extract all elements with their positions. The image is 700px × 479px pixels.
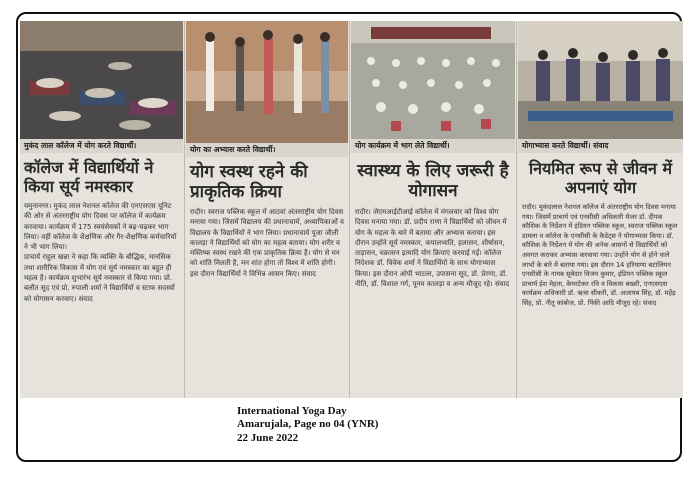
- article-1-caption: मुकंद लाल कॉलेज में योग करते विद्यार्थी।: [20, 139, 183, 153]
- column-divider: [349, 21, 350, 398]
- article-3-photo: [351, 21, 515, 139]
- article-4-para-1: रादौर। मुकंदलाल नेशनल कॉलेज में अंतरराष्ट्रीय योग दिवस मनाया गया। जिसमें प्राचार्य एवं एनसीसी अधिकारी मेजर डॉ. दीपक कौशिक के निर्देशन में इंडियन पब्लिक स्कूल, स्वराज पब्लिक स्कूल डामला व कॉलेज के एनसीसी के कैडेट्स ने योगाभ्यास किया। डॉ. कौशिक के निर्देशन में योग की अनेक आसनों से विद्यार्थियों को अवगत कराकर अभ्यास करवाया गया। उन्होंने योग से होने वाले लाभों के बारे में बताया गया। इस दौरान 14 हरियाणा बटालियन एनसीसी के नायब सूबेदार विजय कुमार, इंडियन पब्लिक स्कूल प्राचार्य ईश मेहता, केयरटेकर रवि व विकास बख्शी, एनएसएस कार्यक्रम अधिकारी डॉ. ऋचा सीकरी, डॉ. अजायब सिंह, डॉ. महेंद्र सिंह, प्रो. नीतू कांबोज, प्रो. पिंकी आदि मौजूद रहे। संवाद: [522, 203, 678, 307]
- article-4-photo: [518, 21, 683, 139]
- article-2-headline: योग स्वस्थ रहने की प्राकृतिक क्रिया: [190, 162, 308, 203]
- article-4-headline: नियमित रूप से जीवन में अपनाएं योग: [528, 159, 673, 198]
- article-4-caption: योगाभ्यास करते विद्यार्थी। संवाद: [518, 139, 683, 153]
- article-4: [518, 21, 683, 398]
- article-3-caption: योग कार्यक्रम में भाग लेते विद्यार्थी।: [351, 139, 515, 153]
- column-divider: [516, 21, 517, 398]
- source-credit: [237, 405, 378, 445]
- article-3-para-1: रादौर। जेएमआईटीआई कॉलेज में मंगलवार को विश्व योग दिवस मनाया गया। डॉ. प्रदीप राणा ने विद्यार्थियों को जीवन में योग के महत्व के बारे में बताया और अभ्यास कराया। इस दौरान उन्होंने सूर्य नमस्कार, कपालभाति, हलासन, शीर्षासन, ताड़ासन, चक्रासन इत्यादि योग क्रियाएं करवाई गईं। कॉलेज निदेशक डॉ. विवेक शर्मा ने विद्यार्थियों के साथ योगाभ्यास किया। इस दौरान ओपी भाटला, उपासना सूद, डॉ. प्रेरणा, डॉ. नीति, डॉ. विशाल गर्ग, पूनम कालड़ा व अन्य मौजूद रहे। संवाद: [355, 208, 510, 289]
- article-3: [351, 21, 515, 398]
- article-2-caption: योग का अभ्यास करते विद्यार्थी।: [186, 143, 348, 157]
- article-1-para-2: प्राचार्य राहुल खन्ना ने कहा कि व्यक्ति के बौद्धिक, मानसिक तथा शारीरिक विकास में योग एवं सूर्य नमस्कार का बहुत ही महत्व है। कार्यक्रम शुभारंभ सूर्य नमस्कार से किया गया। प्रो. बलौत सूद एवं प्रो. रुपाली शर्मा ने विद्यार्थियों व स्टाफ सदस्यों को योगासन करवाए। संवाद: [24, 253, 175, 303]
- article-2: [186, 21, 348, 398]
- article-1-para-1: यमुनानगर। मुकंद लाल नेशनल कॉलेज की एनएसएस यूनिट की ओर से अंतरराष्ट्रीय योग दिवस पर कॉलेज में कार्यक्रम करवाया। कार्यक्रम में 175 स्वयंसेवकों ने बढ़-चढ़कर भाग लिया। वहीं कॉलेज के शैक्षणिक और गैर-शैक्षणिक कर्मचारियों ने भी भाग लिया।: [24, 202, 177, 252]
- article-1-body: [24, 201, 179, 304]
- credit-date: 22 June 2022: [237, 431, 299, 444]
- article-1-headline: कॉलेज में विद्यार्थियों ने किया सूर्य नमस्कार: [24, 158, 154, 197]
- article-2-photo: [186, 21, 348, 143]
- article-1: [20, 21, 183, 398]
- article-4-body: [522, 203, 679, 309]
- article-3-headline: स्वास्थ्य के लिए जरूरी है योगासन: [357, 161, 509, 202]
- credit-publication: Amarujala, Page no 04 (YNR): [237, 418, 379, 431]
- article-2-para-1: रादौर। स्वराज पब्लिक स्कूल में आठवां अंतरराष्ट्रीय योग दिवस मनाया गया। जिसमें विद्यालय की प्रधानाचार्य, अध्यापिकाओं व विद्यालय के विद्यार्थियों ने भाग लिया। प्रधानाचार्य पूजा जौली कालड़ा ने विद्यार्थियों को योग का महत्व बताया। योग शरीर व मस्तिष्क स्वस्थ रखने की एक प्राकृतिक क्रिया है। योग से मन को शांति मिलती है, मन शांत होगा तो विश्व में शांति होगी। इस दौरान विद्यार्थियों ने विभिन्न आसन किए। संवाद: [190, 208, 344, 278]
- article-2-body: [190, 207, 344, 279]
- newspaper-clipping: [20, 21, 683, 398]
- article-1-photo: [20, 21, 183, 139]
- article-3-body: [355, 207, 511, 289]
- credit-event: International Yoga Day: [237, 405, 347, 417]
- column-divider: [184, 21, 185, 398]
